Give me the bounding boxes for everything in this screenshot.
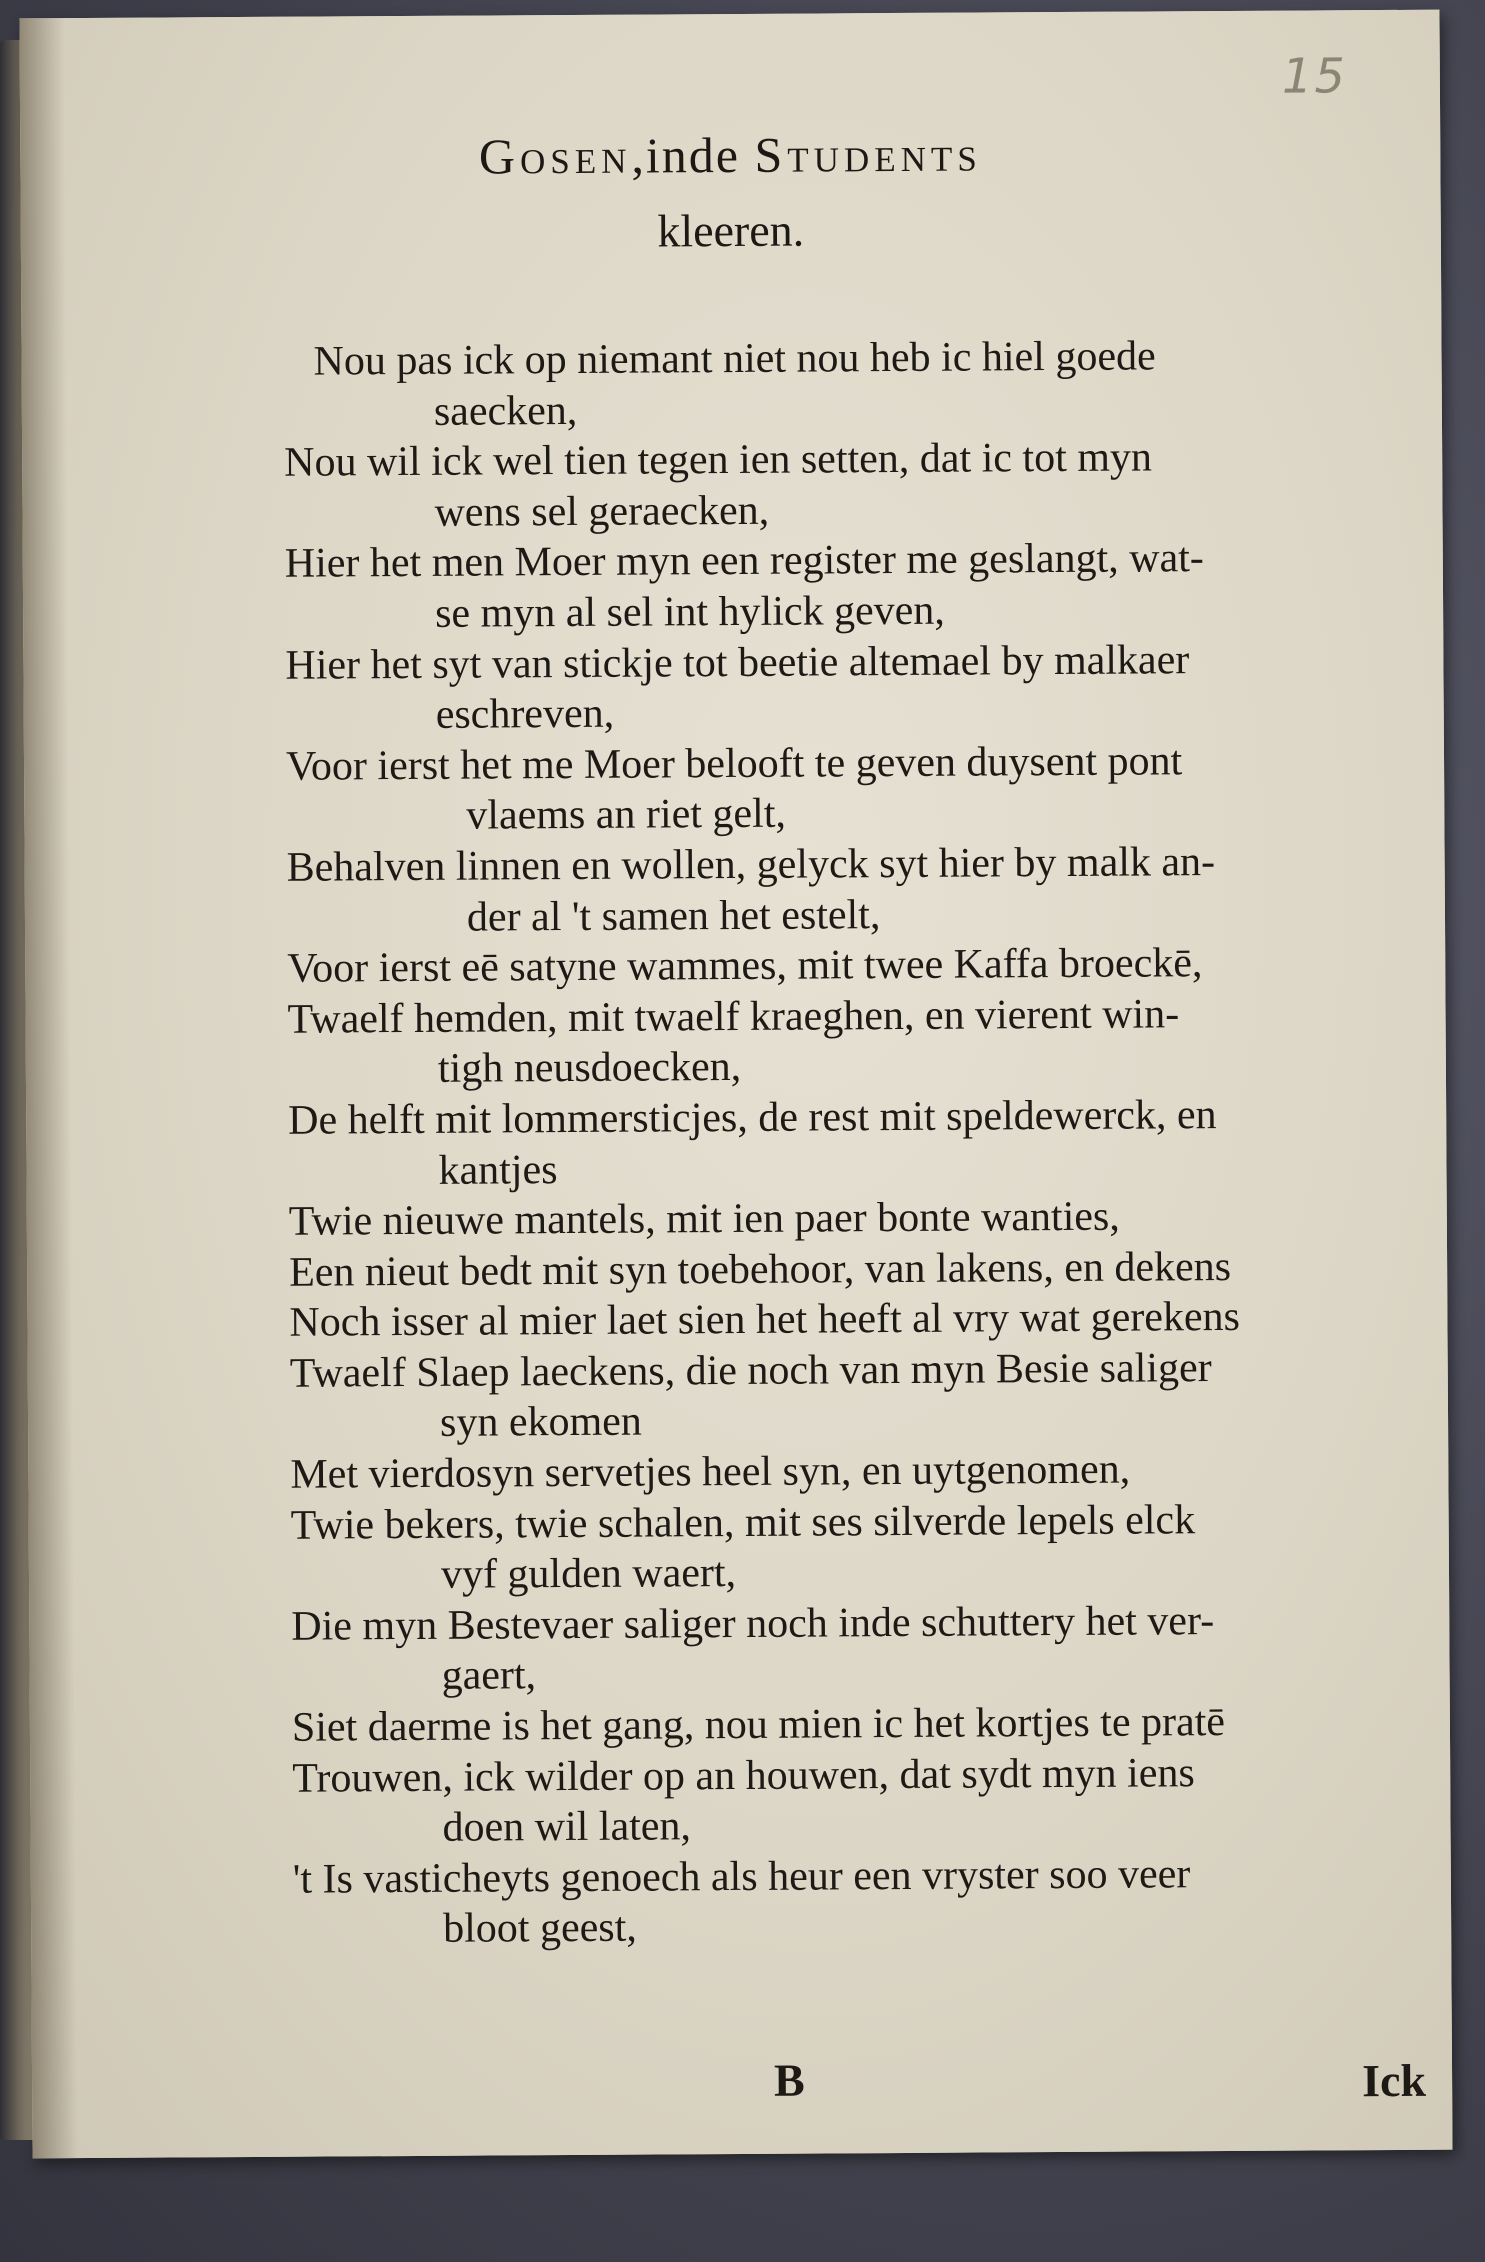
poem-line: doen wil laten, [442,1803,692,1852]
poem-line: Nou wil ick wel tien tegen ien setten, dat ic tot myn [284,434,1153,486]
poem-line: Noch isser al mier laet sien het heeft al vry wat gerekens [289,1294,1241,1347]
poem-line: Hier het men Moer myn een register me geslangt, wat- [284,535,1204,588]
title-word-students: Students [754,125,982,183]
book-page [19,10,1452,2159]
page-title [20,122,1440,189]
poem-line: Voor ierst het me Moer belooft te geven duysent pont [285,738,1183,790]
poem-line: wens sel geraecken, [434,487,770,536]
poem-line: vlaems an riet gelt, [466,791,787,839]
poem-line: Twaelf hemden, mit twaelf kraeghen, en vierent win- [287,991,1180,1043]
poem-line: saecken, [433,387,578,435]
folio-number: 15 [1281,48,1348,105]
title-word-gosen: Gosen [478,127,632,185]
poem-line: Voor ierst eē satyne wammes, mit twee Kaffa broeckē, [287,940,1203,992]
poem-line: De helft mit lommersticjes, de rest mit speldewerck, en [288,1091,1217,1144]
poem-line: Trouwen, ick wilder op an houwen, dat sydt myn iens [292,1749,1195,1802]
poem-line: der al 't samen het estelt, [466,891,881,941]
poem-line: 't Is vasticheyts genoech als heur een vryster soo veer [292,1851,1191,1903]
poem-line: gaert, [441,1652,537,1700]
catchword: Ick [1361,2054,1427,2107]
poem-line: Twie nieuwe mantels, mit ien paer bonte wanties, [288,1193,1120,1245]
poem-line: se myn al sel int hylick geven, [434,587,945,637]
poem-line: Die myn Bestevaer saliger noch inde schuttery het ver- [291,1597,1215,1650]
poem-line: vyf gulden waert, [440,1550,737,1599]
poem-line: bloot geest, [443,1905,637,1953]
poem-line: Behalven linnen en wollen, gelyck syt hier by malk an- [286,839,1216,891]
poem-line: Siet daerme is het gang, nou mien ic het kortjes te pratē [291,1699,1226,1751]
poem-line: Twie bekers, twie schalen, mit ses silverde lepels elck [290,1496,1196,1549]
poem-line: Twaelf Slaep laeckens, die noch van myn Besie saliger [289,1344,1212,1397]
poem-line: kantjes [438,1146,558,1194]
poem-line: Nou pas ick op niemant niet nou heb ic hiel goede [313,333,1156,385]
poem-text [283,330,1433,1956]
poem-line: Een nieut bedt mit syn toebehoor, van lakens, en dekens [289,1243,1232,1296]
page-subtitle: kleeren. [657,204,805,257]
title-middle: ,inde [631,126,755,184]
signature-mark: B [773,2054,805,2106]
poem-line: syn ekomen [439,1399,643,1447]
poem-line: tigh neusdoecken, [437,1044,742,1093]
poem-line: eschreven, [435,690,615,738]
poem-line: Met vierdosyn servetjes heel syn, en uytgenomen, [290,1446,1131,1498]
poem-line: Hier het syt van stickje tot beetie altemael by malkaer [285,636,1190,689]
